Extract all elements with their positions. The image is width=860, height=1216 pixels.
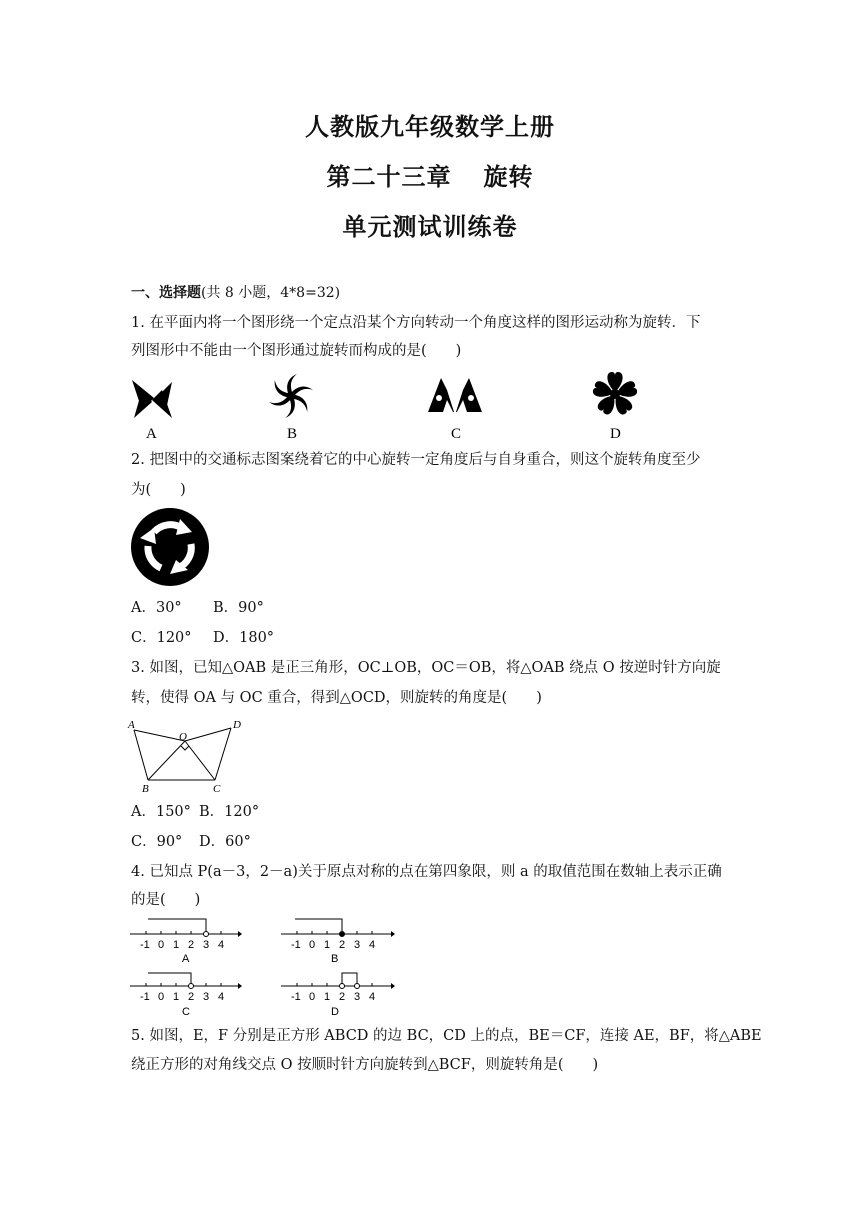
section-info: (共 8 小题，4*8=32) [201, 285, 341, 301]
svg-text:0: 0 [309, 991, 316, 1003]
q2-option-b[interactable]: B．90° [213, 600, 264, 616]
q3-label-o: O [179, 731, 187, 743]
svg-text:-1: -1 [140, 991, 150, 1003]
q1-figure-b [262, 368, 322, 446]
q2-text-line2: 为( ) [131, 482, 186, 498]
svg-text:-1: -1 [291, 991, 301, 1003]
svg-text:3: 3 [354, 991, 361, 1003]
q2-option-c[interactable]: C．120° [131, 630, 192, 646]
q4-text-line1: 4. 已知点 P(a－3，2－a)关于原点对称的点在第四象限，则 a 的取值范围在数轴上表示正确 [131, 864, 722, 880]
q4-text-line2: 的是( ) [131, 892, 201, 908]
triangle-left [428, 378, 454, 412]
q5-text-line2: 绕正方形的对角线交点 O 按顺时针方向旋转到△BCF，则旋转角是( ) [131, 1057, 599, 1073]
section-header [131, 283, 340, 303]
q3-label-d: D [233, 719, 241, 731]
q4-label-c: C [182, 1006, 190, 1018]
svg-text:1: 1 [324, 991, 331, 1003]
svg-text:2: 2 [188, 939, 195, 951]
q3-option-a[interactable]: A．150° [131, 804, 191, 820]
q1-figure-d [588, 370, 644, 446]
q3-text-line1: 3. 如图，已知△OAB 是正三角形，OC⊥OB，OC＝OB，将△OAB 绕点 O 按逆时针方向旋 [131, 660, 721, 676]
q2-options-row1 [131, 598, 264, 618]
q1-figure-a [128, 376, 178, 446]
subtitle: 单元测试训练卷 [342, 213, 518, 241]
svg-text:4: 4 [218, 991, 225, 1003]
svg-text:-1: -1 [291, 939, 301, 951]
svg-text:3: 3 [203, 991, 210, 1003]
q3-option-b[interactable]: B．120° [199, 804, 260, 820]
svg-text:2: 2 [339, 939, 346, 951]
svg-text:4: 4 [369, 991, 376, 1003]
svg-text:2: 2 [188, 991, 195, 1003]
q4-label-d: D [331, 1006, 339, 1018]
q3-label-b: B [142, 783, 149, 795]
q3-text-line2: 转，使得 OA 与 OC 重合，得到△OCD，则旋转的角度是( ) [131, 690, 542, 706]
q3-label-a: A [128, 719, 135, 731]
q3-options-row1 [131, 802, 259, 822]
q1-label-c: C [451, 426, 462, 442]
q2-option-d[interactable]: D．180° [213, 630, 275, 646]
q4-label-b: B [331, 953, 339, 965]
svg-text:0: 0 [158, 939, 165, 951]
q1-label-d: D [610, 426, 621, 442]
svg-text:4: 4 [218, 939, 225, 951]
main-title: 人教版九年级数学上册 [305, 113, 555, 141]
svg-text:3: 3 [354, 939, 361, 951]
svg-text:4: 4 [369, 939, 376, 951]
svg-text:0: 0 [158, 991, 165, 1003]
chapter-name: 旋转 [483, 163, 534, 191]
svg-text:2: 2 [339, 991, 346, 1003]
section-label: 一、选择题 [131, 285, 201, 301]
q1-label-b: B [287, 426, 298, 442]
svg-text:-1: -1 [140, 939, 150, 951]
triangle-right [456, 378, 482, 412]
q3-option-d[interactable]: D．60° [199, 834, 251, 850]
q4-number-line-b [281, 914, 395, 964]
chapter-number: 第二十三章 [326, 163, 452, 191]
svg-text:1: 1 [324, 939, 331, 951]
svg-text:1: 1 [173, 991, 180, 1003]
q3-options-row2 [131, 832, 251, 852]
q2-options-row2 [131, 628, 274, 648]
q2-text-line1: 2. 把图中的交通标志图案绕着它的中心旋转一定角度后与自身重合，则这个旋转角度至少 [131, 452, 701, 468]
q3-figure [128, 716, 253, 794]
q1-figure-c [425, 376, 487, 446]
q5-text-line1: 5. 如图，E，F 分别是正方形 ABCD 的边 BC，CD 上的点，BE＝CF，连接 AE，BF，将△ABE [131, 1028, 762, 1044]
q3-label-c: C [213, 783, 221, 795]
q1-label-a: A [146, 426, 157, 442]
q2-option-a[interactable]: A．30° [131, 600, 182, 616]
q3-option-c[interactable]: C．90° [131, 834, 183, 850]
q4-number-line-d [281, 966, 395, 1018]
svg-text:1: 1 [173, 939, 180, 951]
roundabout-sign [130, 508, 210, 586]
q4-number-line-c [130, 966, 242, 1018]
svg-text:0: 0 [309, 939, 316, 951]
q4-number-line-a [130, 914, 242, 964]
q1-text-line2: 列图形中不能由一个图形通过旋转而构成的是( ) [131, 343, 462, 359]
chapter-title [0, 157, 860, 192]
q1-text-line1: 1. 在平面内将一个图形绕一个定点沿某个方向转动一个角度这样的图形运动称为旋转．下 [131, 315, 701, 331]
svg-text:3: 3 [203, 939, 210, 951]
q4-label-a: A [182, 953, 190, 965]
